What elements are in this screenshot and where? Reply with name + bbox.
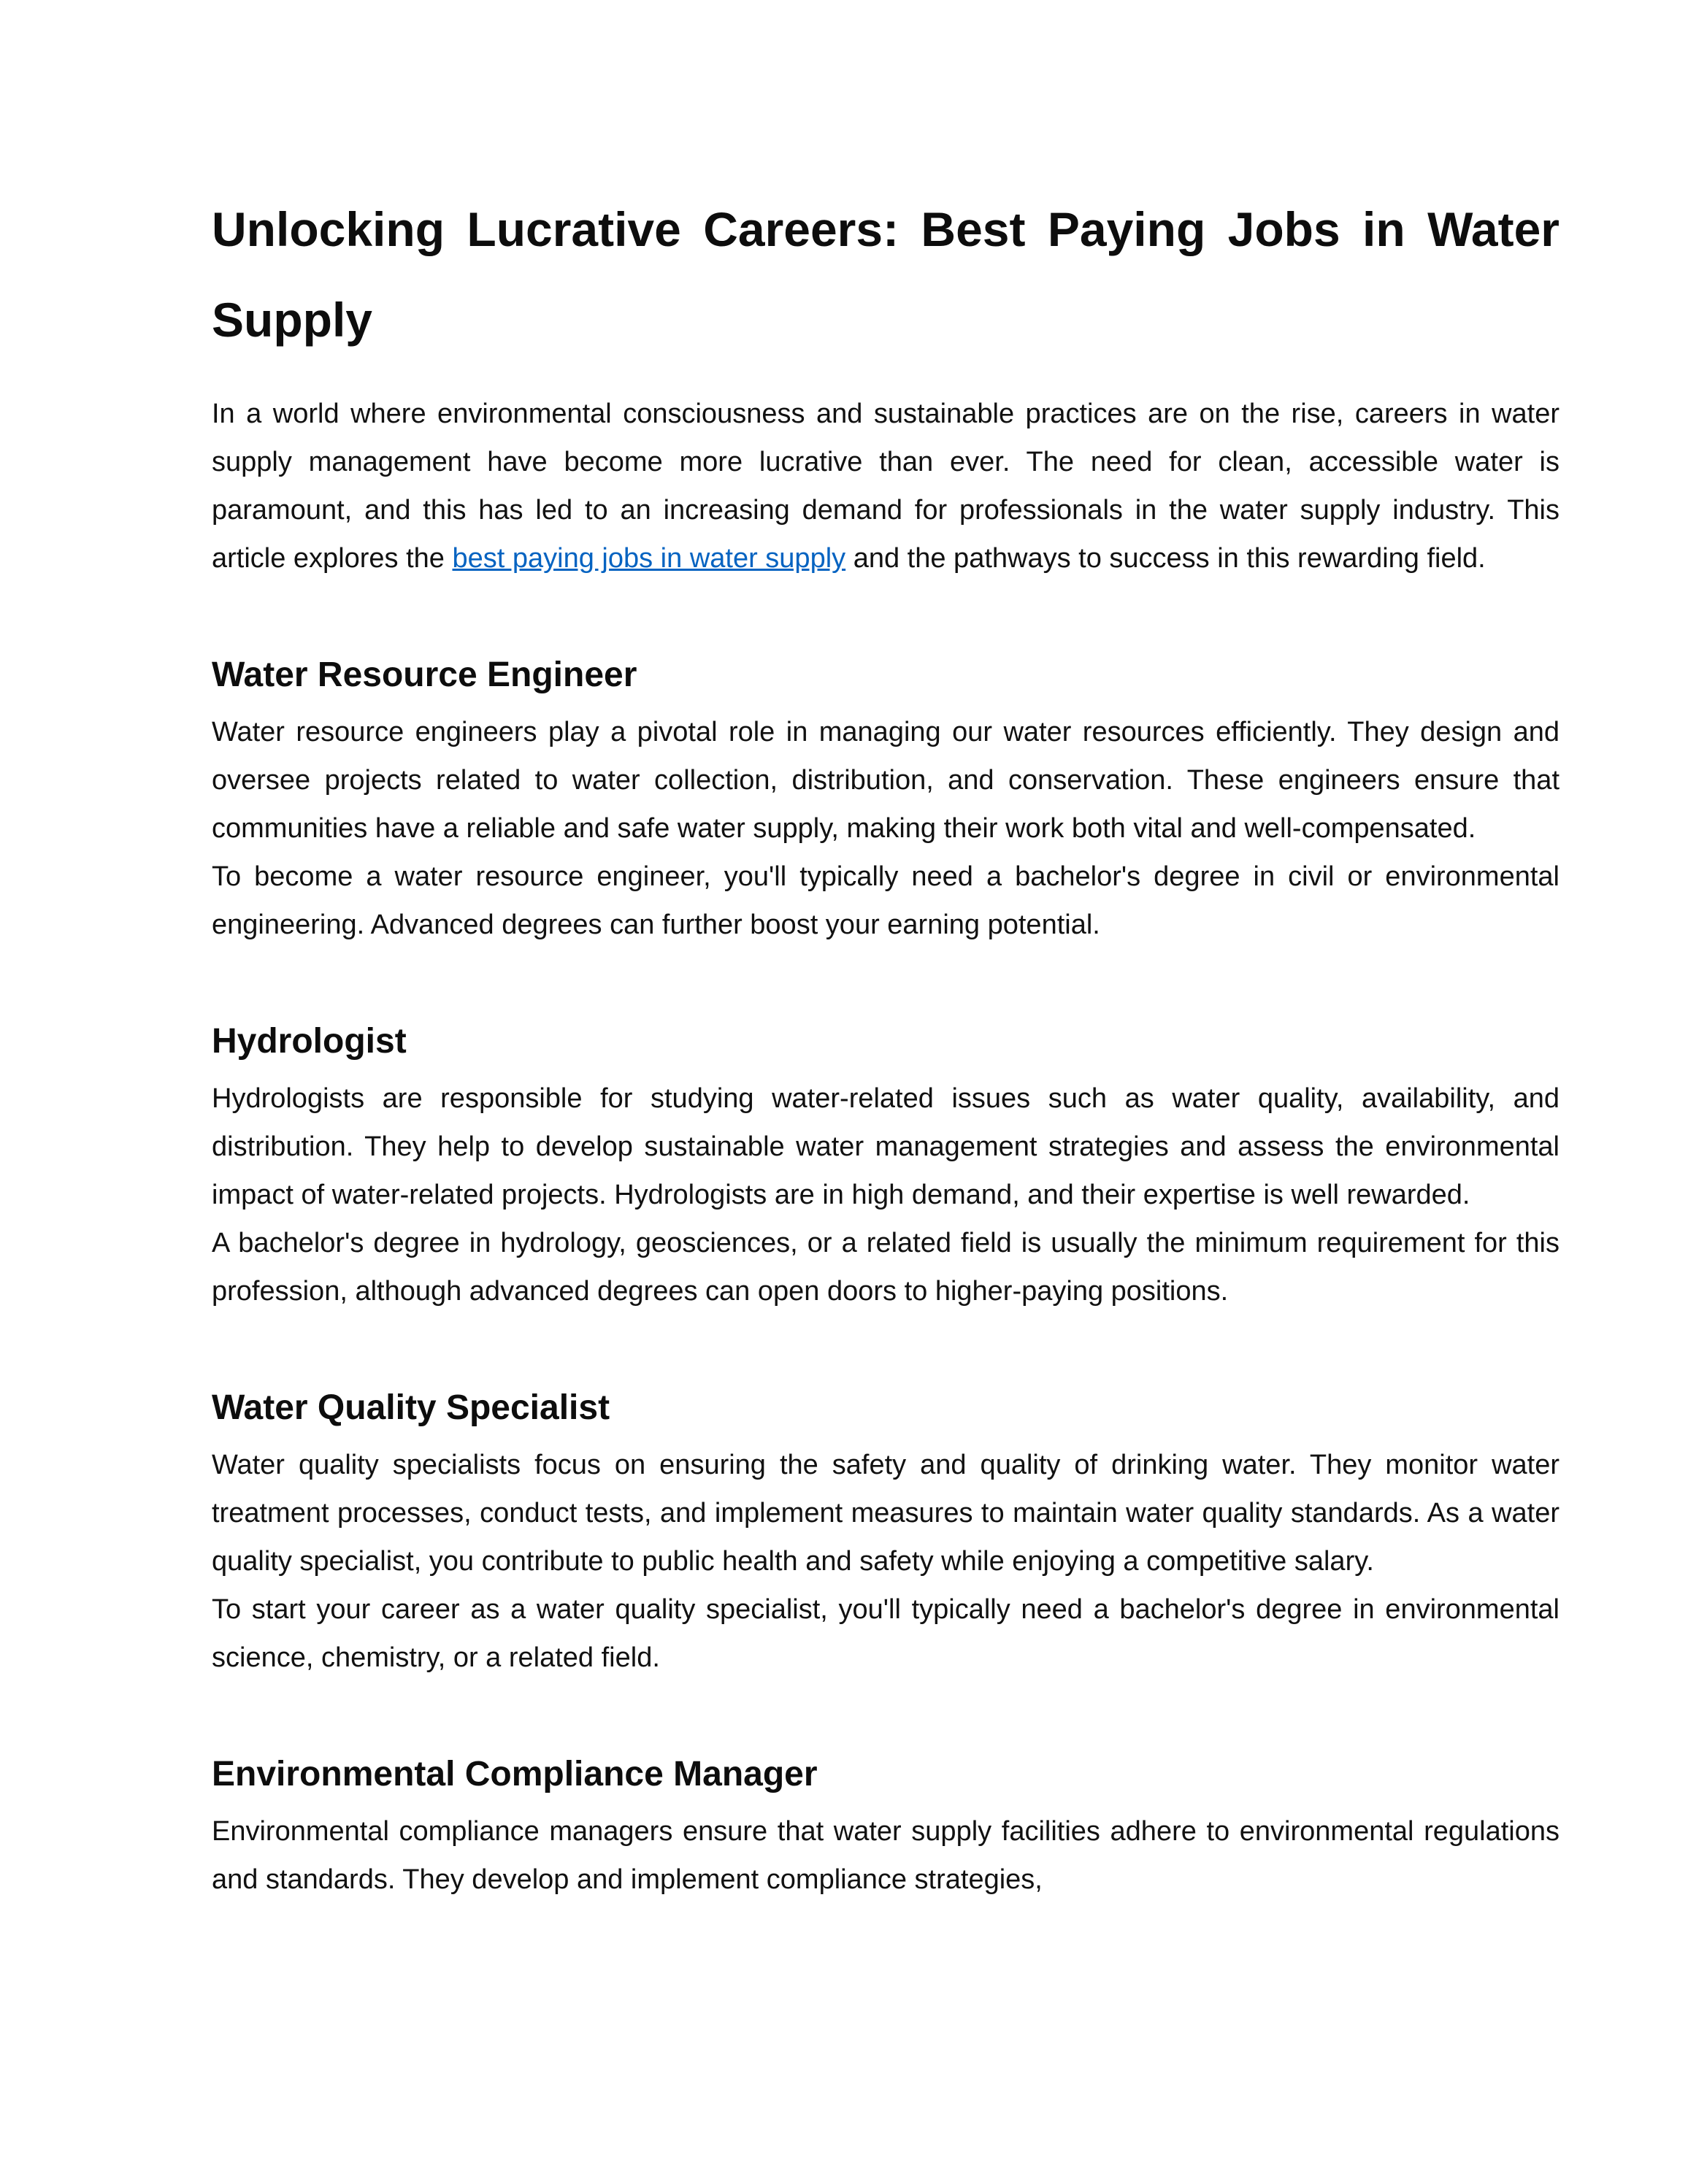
heading-water-quality-specialist: Water Quality Specialist bbox=[212, 1388, 610, 1427]
intro-text-before-link: In a world where environmental consciousness and sustainable practices are on the rise, careers in water supply management have become more lucrative than ever. The need for clean, accessible water is paramount, and this has led to an increasing demand for professionals in the water supply industry. This article explores the bbox=[212, 399, 1560, 574]
paragraph: Water resource engineers play a pivotal role in managing our water resources efficiently. They design and oversee projects related to water collection, distribution, and conservation. These engineers ensure that communities have a reliable and safe water supply, making their work both vital and well-compensated. bbox=[212, 717, 1560, 844]
paragraph: Hydrologists are responsible for studying water-related issues such as water quality, availability, and distribution. They help to develop sustainable water management strategies and assess the environmental impact of water-related projects. Hydrologists are in high demand, and their expertise is well rewarded. bbox=[212, 1083, 1560, 1210]
paragraph: Water quality specialists focus on ensuring the safety and quality of drinking water. They monitor water treatment processes, conduct tests, and implement measures to maintain water quality standards. As a water quality specialist, you contribute to public health and safety while enjoying a competitive salary. bbox=[212, 1450, 1560, 1577]
best-paying-jobs-link[interactable]: best paying jobs in water supply bbox=[452, 543, 846, 574]
heading-water-resource-engineer: Water Resource Engineer bbox=[212, 655, 637, 694]
page-title-text: Unlocking Lucrative Careers: Best Paying Jobs in Water Supply bbox=[212, 202, 1560, 347]
section-water-quality-specialist bbox=[212, 1385, 1560, 1682]
heading-environmental-compliance-manager: Environmental Compliance Manager bbox=[212, 1755, 818, 1793]
section-hydrologist bbox=[212, 1019, 1560, 1315]
section-water-resource-engineer bbox=[212, 653, 1560, 949]
intro-paragraph bbox=[212, 390, 1560, 582]
section-environmental-compliance-manager bbox=[212, 1752, 1560, 1904]
paragraph: A bachelor's degree in hydrology, geosciences, or a related field is usually the minimum requirement for this profession, although advanced degrees can open doors to higher-paying positions. bbox=[212, 1228, 1560, 1307]
page-title bbox=[212, 184, 1560, 365]
intro-text-after-link: and the pathways to success in this rewarding field. bbox=[845, 543, 1486, 574]
paragraph: Environmental compliance managers ensure that water supply facilities adhere to environmental regulations and standards. They develop and implement compliance strategies, bbox=[212, 1816, 1560, 1895]
paragraph: To start your career as a water quality specialist, you'll typically need a bachelor's degree in environmental science, chemistry, or a related field. bbox=[212, 1594, 1560, 1673]
paragraph: To become a water resource engineer, you'll typically need a bachelor's degree in civil or environmental engineering. Advanced degrees can further boost your earning potential. bbox=[212, 861, 1560, 940]
heading-hydrologist: Hydrologist bbox=[212, 1022, 407, 1061]
